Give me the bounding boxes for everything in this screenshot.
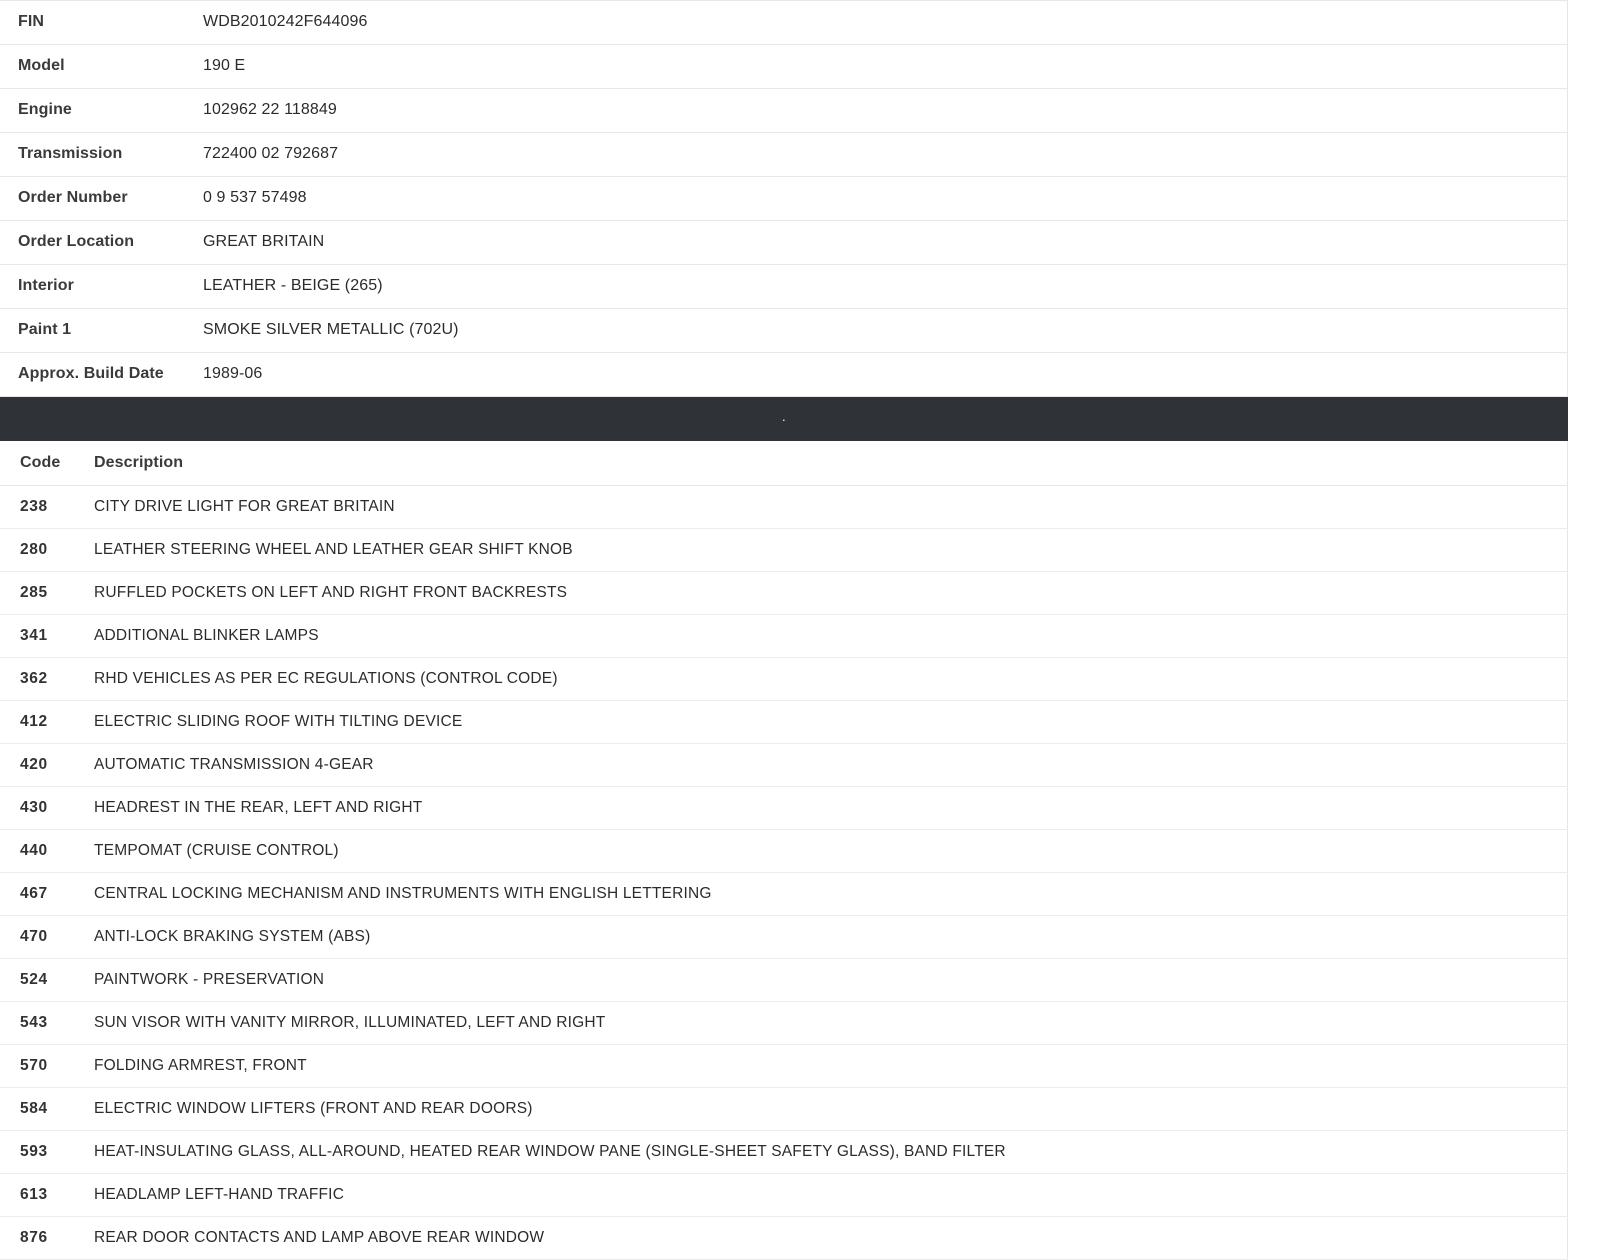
spec-value: SMOKE SILVER METALLIC (702U) — [203, 321, 459, 338]
table-row — [0, 1002, 1568, 1045]
vehicle-specs-body — [0, 1, 1568, 397]
option-code: 362 — [20, 670, 48, 687]
option-codes-table — [0, 441, 1568, 1260]
spec-label: Interior — [18, 277, 74, 294]
spec-value: 0 9 537 57498 — [203, 189, 307, 206]
option-code: 876 — [20, 1229, 48, 1246]
table-row — [0, 1174, 1568, 1217]
table-row — [0, 529, 1568, 572]
vehicle-specs-table — [0, 0, 1568, 397]
option-code: 238 — [20, 498, 48, 515]
option-code: 593 — [20, 1143, 48, 1160]
spec-value: GREAT BRITAIN — [203, 233, 325, 250]
table-row — [0, 89, 1568, 133]
spec-label: Paint 1 — [18, 321, 72, 338]
option-code: 543 — [20, 1014, 48, 1031]
table-row — [0, 309, 1568, 353]
option-code: 280 — [20, 541, 48, 558]
option-description: RHD VEHICLES AS PER EC REGULATIONS (CONTROL CODE) — [94, 670, 558, 687]
option-code: 584 — [20, 1100, 48, 1117]
table-row — [0, 1131, 1568, 1174]
section-divider-band — [0, 397, 1568, 441]
table-row — [0, 658, 1568, 701]
option-description: CENTRAL LOCKING MECHANISM AND INSTRUMENTS WITH ENGLISH LETTERING — [94, 885, 712, 902]
table-row — [0, 787, 1568, 830]
option-code: 341 — [20, 627, 48, 644]
table-row — [0, 1045, 1568, 1088]
option-description: CITY DRIVE LIGHT FOR GREAT BRITAIN — [94, 498, 395, 515]
option-code: 285 — [20, 584, 48, 601]
spec-label: FIN — [18, 13, 45, 30]
option-description: LEATHER STEERING WHEEL AND LEATHER GEAR SHIFT KNOB — [94, 541, 573, 558]
option-code: 570 — [20, 1057, 48, 1074]
table-row — [0, 1217, 1568, 1260]
option-description: FOLDING ARMREST, FRONT — [94, 1057, 307, 1074]
table-row — [0, 744, 1568, 787]
option-code: 440 — [20, 842, 48, 859]
option-description: ADDITIONAL BLINKER LAMPS — [94, 627, 319, 644]
table-row — [0, 45, 1568, 89]
table-row — [0, 353, 1568, 397]
option-code: 420 — [20, 756, 48, 773]
option-description: ELECTRIC WINDOW LIFTERS (FRONT AND REAR DOORS) — [94, 1100, 533, 1117]
spec-label: Approx. Build Date — [18, 365, 164, 382]
option-description: REAR DOOR CONTACTS AND LAMP ABOVE REAR WINDOW — [94, 1229, 545, 1246]
spec-value: 190 E — [203, 57, 246, 74]
option-description: SUN VISOR WITH VANITY MIRROR, ILLUMINATED, LEFT AND RIGHT — [94, 1014, 606, 1031]
table-row — [0, 830, 1568, 873]
option-description: HEADREST IN THE REAR, LEFT AND RIGHT — [94, 799, 423, 816]
spec-value: 1989-06 — [203, 365, 263, 382]
option-description: HEADLAMP LEFT-HAND TRAFFIC — [94, 1186, 345, 1203]
option-description: TEMPOMAT (CRUISE CONTROL) — [94, 842, 339, 859]
table-row — [0, 221, 1568, 265]
table-row — [0, 133, 1568, 177]
table-row — [0, 265, 1568, 309]
table-row — [0, 916, 1568, 959]
option-code: 524 — [20, 971, 48, 988]
option-code: 613 — [20, 1186, 48, 1203]
option-description: ANTI-LOCK BRAKING SYSTEM (ABS) — [94, 928, 371, 945]
table-row — [0, 1, 1568, 45]
option-codes-header — [0, 441, 1568, 486]
option-code: 467 — [20, 885, 48, 902]
column-header-description: Description — [94, 441, 1568, 486]
spec-value: 102962 22 118849 — [203, 101, 337, 118]
table-row — [0, 873, 1568, 916]
option-description: RUFFLED POCKETS ON LEFT AND RIGHT FRONT BACKRESTS — [94, 584, 568, 601]
option-description: PAINTWORK - PRESERVATION — [94, 971, 325, 988]
option-description: HEAT-INSULATING GLASS, ALL-AROUND, HEATED REAR WINDOW PANE (SINGLE-SHEET SAFETY GLASS), BAND FILTER — [94, 1143, 1006, 1160]
option-code: 430 — [20, 799, 48, 816]
spec-value: 722400 02 792687 — [203, 145, 339, 162]
table-header-row — [0, 441, 1568, 486]
table-row — [0, 615, 1568, 658]
table-row — [0, 1088, 1568, 1131]
option-codes-body — [0, 486, 1568, 1260]
spec-label: Engine — [18, 101, 72, 118]
spec-label: Transmission — [18, 145, 123, 162]
table-row — [0, 177, 1568, 221]
table-row — [0, 486, 1568, 529]
table-row — [0, 701, 1568, 744]
column-header-code: Code — [0, 441, 94, 486]
section-divider-title: . — [782, 408, 786, 424]
spec-label: Model — [18, 57, 65, 74]
spec-value: WDB2010242F644096 — [203, 13, 368, 30]
option-code: 412 — [20, 713, 48, 730]
spec-label: Order Location — [18, 233, 135, 250]
table-row — [0, 959, 1568, 1002]
option-description: AUTOMATIC TRANSMISSION 4-GEAR — [94, 756, 374, 773]
option-description: ELECTRIC SLIDING ROOF WITH TILTING DEVICE — [94, 713, 463, 730]
spec-label: Order Number — [18, 189, 128, 206]
table-row — [0, 572, 1568, 615]
option-code: 470 — [20, 928, 48, 945]
spec-value: LEATHER - BEIGE (265) — [203, 277, 383, 294]
